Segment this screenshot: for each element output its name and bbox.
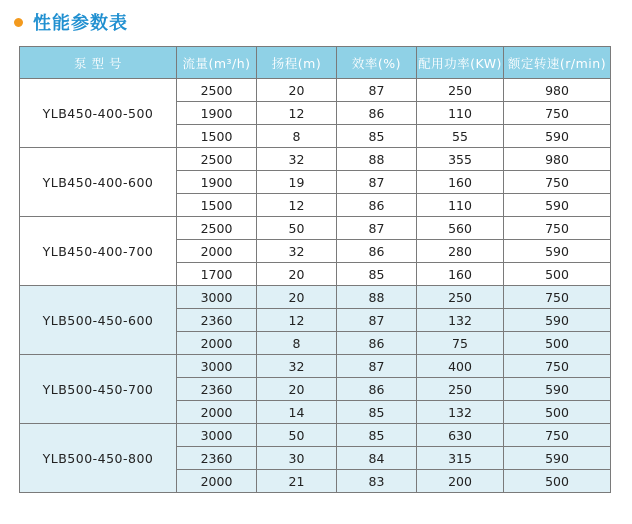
header-cell: 额定转速(r/min) xyxy=(504,47,611,79)
value-cell: 83 xyxy=(337,470,417,493)
header-cell: 配用功率(KW) xyxy=(417,47,504,79)
value-cell: 630 xyxy=(417,424,504,447)
value-cell: 85 xyxy=(337,401,417,424)
value-cell: 2360 xyxy=(177,309,257,332)
value-cell: 590 xyxy=(504,125,611,148)
value-cell: 160 xyxy=(417,171,504,194)
value-cell: 12 xyxy=(257,102,337,125)
value-cell: 250 xyxy=(417,286,504,309)
value-cell: 2000 xyxy=(177,240,257,263)
value-cell: 12 xyxy=(257,194,337,217)
value-cell: 1500 xyxy=(177,194,257,217)
value-cell: 200 xyxy=(417,470,504,493)
value-cell: 85 xyxy=(337,125,417,148)
model-cell: YLB450-400-600 xyxy=(20,148,177,217)
table-row xyxy=(20,217,611,240)
value-cell: 2500 xyxy=(177,217,257,240)
value-cell: 8 xyxy=(257,332,337,355)
value-cell: 86 xyxy=(337,194,417,217)
value-cell: 14 xyxy=(257,401,337,424)
value-cell: 590 xyxy=(504,240,611,263)
model-cell: YLB500-450-800 xyxy=(20,424,177,493)
model-cell: YLB500-450-600 xyxy=(20,286,177,355)
table-row xyxy=(20,148,611,171)
value-cell: 500 xyxy=(504,470,611,493)
header-cell: 效率(%) xyxy=(337,47,417,79)
table-header xyxy=(20,47,611,79)
value-cell: 110 xyxy=(417,102,504,125)
value-cell: 88 xyxy=(337,286,417,309)
table-row xyxy=(20,79,611,102)
value-cell: 2360 xyxy=(177,378,257,401)
model-cell: YLB450-400-500 xyxy=(20,79,177,148)
value-cell: 1700 xyxy=(177,263,257,286)
value-cell: 19 xyxy=(257,171,337,194)
value-cell: 75 xyxy=(417,332,504,355)
value-cell: 400 xyxy=(417,355,504,378)
value-cell: 12 xyxy=(257,309,337,332)
model-group xyxy=(20,424,611,493)
bullet-dot-icon xyxy=(14,18,23,27)
value-cell: 132 xyxy=(417,401,504,424)
model-group xyxy=(20,79,611,148)
value-cell: 2500 xyxy=(177,79,257,102)
value-cell: 355 xyxy=(417,148,504,171)
header-cell: 泵 型 号 xyxy=(20,47,177,79)
value-cell: 1500 xyxy=(177,125,257,148)
value-cell: 21 xyxy=(257,470,337,493)
value-cell: 8 xyxy=(257,125,337,148)
value-cell: 20 xyxy=(257,79,337,102)
value-cell: 1900 xyxy=(177,171,257,194)
model-cell: YLB500-450-700 xyxy=(20,355,177,424)
performance-table xyxy=(19,46,611,493)
value-cell: 87 xyxy=(337,355,417,378)
value-cell: 980 xyxy=(504,148,611,171)
value-cell: 110 xyxy=(417,194,504,217)
value-cell: 30 xyxy=(257,447,337,470)
header-cell: 扬程(m) xyxy=(257,47,337,79)
value-cell: 3000 xyxy=(177,355,257,378)
value-cell: 500 xyxy=(504,332,611,355)
value-cell: 85 xyxy=(337,263,417,286)
value-cell: 132 xyxy=(417,309,504,332)
value-cell: 55 xyxy=(417,125,504,148)
value-cell: 20 xyxy=(257,286,337,309)
value-cell: 500 xyxy=(504,263,611,286)
section-header xyxy=(14,8,128,36)
value-cell: 750 xyxy=(504,355,611,378)
value-cell: 20 xyxy=(257,378,337,401)
value-cell: 86 xyxy=(337,102,417,125)
value-cell: 2000 xyxy=(177,332,257,355)
value-cell: 280 xyxy=(417,240,504,263)
value-cell: 86 xyxy=(337,240,417,263)
value-cell: 32 xyxy=(257,355,337,378)
value-cell: 750 xyxy=(504,102,611,125)
header-row xyxy=(20,47,611,79)
value-cell: 160 xyxy=(417,263,504,286)
value-cell: 3000 xyxy=(177,424,257,447)
value-cell: 590 xyxy=(504,194,611,217)
table-row xyxy=(20,355,611,378)
value-cell: 590 xyxy=(504,309,611,332)
value-cell: 500 xyxy=(504,401,611,424)
value-cell: 750 xyxy=(504,171,611,194)
value-cell: 2000 xyxy=(177,401,257,424)
value-cell: 750 xyxy=(504,217,611,240)
model-group xyxy=(20,286,611,355)
header-cell: 流量(m³/h) xyxy=(177,47,257,79)
value-cell: 750 xyxy=(504,424,611,447)
value-cell: 750 xyxy=(504,286,611,309)
value-cell: 50 xyxy=(257,217,337,240)
table-row xyxy=(20,286,611,309)
value-cell: 87 xyxy=(337,79,417,102)
value-cell: 32 xyxy=(257,240,337,263)
value-cell: 980 xyxy=(504,79,611,102)
model-group xyxy=(20,148,611,217)
value-cell: 86 xyxy=(337,378,417,401)
value-cell: 2500 xyxy=(177,148,257,171)
page-title: 性能参数表 xyxy=(33,13,128,34)
value-cell: 590 xyxy=(504,447,611,470)
model-group xyxy=(20,355,611,424)
model-group xyxy=(20,217,611,286)
value-cell: 87 xyxy=(337,217,417,240)
value-cell: 84 xyxy=(337,447,417,470)
value-cell: 3000 xyxy=(177,286,257,309)
value-cell: 590 xyxy=(504,378,611,401)
value-cell: 32 xyxy=(257,148,337,171)
value-cell: 50 xyxy=(257,424,337,447)
value-cell: 250 xyxy=(417,378,504,401)
value-cell: 560 xyxy=(417,217,504,240)
value-cell: 20 xyxy=(257,263,337,286)
value-cell: 86 xyxy=(337,332,417,355)
value-cell: 315 xyxy=(417,447,504,470)
value-cell: 87 xyxy=(337,309,417,332)
value-cell: 250 xyxy=(417,79,504,102)
value-cell: 1900 xyxy=(177,102,257,125)
value-cell: 2360 xyxy=(177,447,257,470)
value-cell: 85 xyxy=(337,424,417,447)
value-cell: 88 xyxy=(337,148,417,171)
model-cell: YLB450-400-700 xyxy=(20,217,177,286)
table-row xyxy=(20,424,611,447)
value-cell: 87 xyxy=(337,171,417,194)
value-cell: 2000 xyxy=(177,470,257,493)
